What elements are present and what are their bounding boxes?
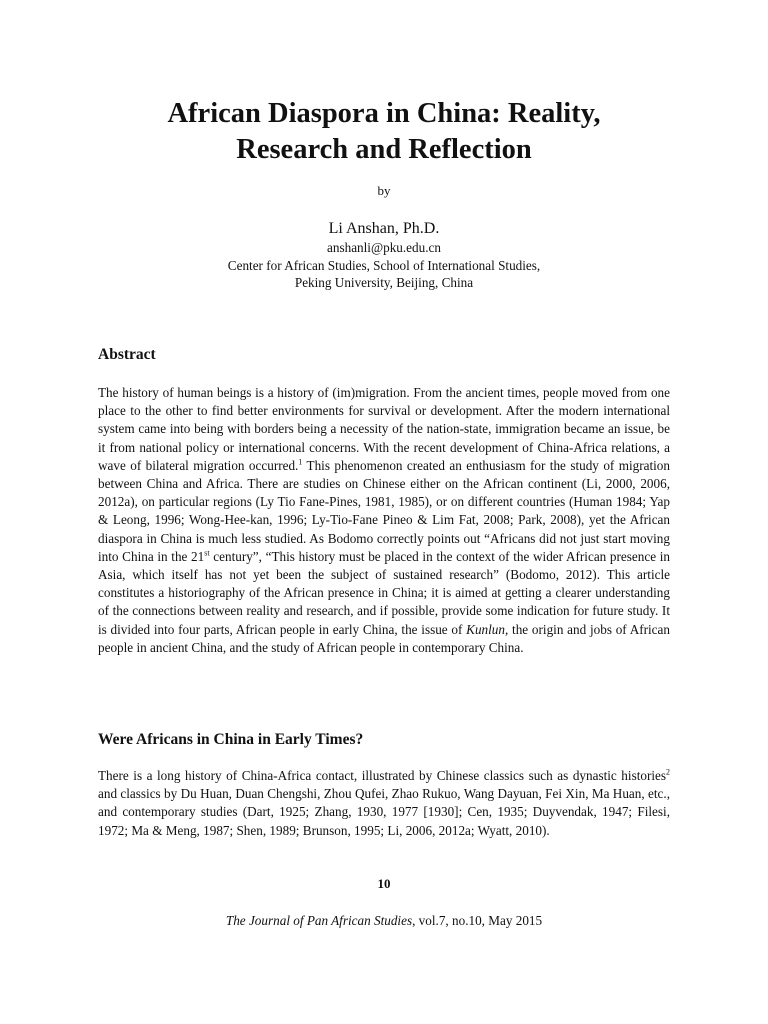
page-number: 10 <box>377 876 391 891</box>
section-text-2: and classics by Du Huan, Duan Chengshi, Zhou Qufei, Zhao Rukuo, Wang Dayuan, Fei Xin, Ma Huan, etc., and contemporary studies (Dart, 1925; Zhang, 1930, 1977 [1930]; Cen, 1935; Duyvendak, 1947; Filesi, 1972; Ma & Meng, 1987; Shen, 1989; Brunson, 1995; Li, 2006, 2012a; Wyatt, 2010). <box>98 786 670 838</box>
journal-issue: , vol.7, no.10, May 2015 <box>412 913 543 928</box>
affiliation-line-1: Center for African Studies, School of International Studies, <box>227 257 541 273</box>
section-paragraph <box>98 767 670 840</box>
superscript-st: st <box>204 548 210 558</box>
footnote-ref-2: 2 <box>666 767 670 777</box>
abstract-text-3: century”, “This history must be placed in the context of the wider African presence in Asia, which itself has not yet been the subject of sustained research” (Bodomo, 2012). This article constitutes a historiography of the African presence in China; it is aimed at getting a clearer understanding of the connections between reality and research, and if possible, provide some indication for future study. It is divided into four parts, African people in early China, the issue of <box>98 548 670 637</box>
author-email: anshanli@pku.edu.cn <box>327 240 441 255</box>
byline: by <box>377 183 391 198</box>
title-line-2: Research and Reflection <box>236 134 532 165</box>
author-affiliation <box>0 239 768 292</box>
affiliation-line-2: Peking University, Beijing, China <box>294 275 474 291</box>
title-line-1: African Diaspora in China: Reality, <box>167 98 601 129</box>
footnote-ref-1: 1 <box>298 457 303 467</box>
italic-kunlun: Kunlun <box>466 621 505 637</box>
journal-name: The Journal of Pan African Studies <box>225 913 413 928</box>
abstract-text-1: The history of human beings is a history of (im)migration. From the ancient times, people moved from one place to the other to find better environments for survival or development. After the modern international system came into being with borders being a necessity of the nation-state, immigration became an issue, be it from national policy or international concerns. With the recent development of China-Africa relations, a wave of bilateral migration occurred. <box>98 385 670 473</box>
paper-title <box>0 96 768 168</box>
abstract-text-2: This phenomenon created an enthusiasm for the study of migration between China and Africa. There are studies on Chinese either on the African continent (Li, 2000, 2006, 2012a), on particular regions (Ly Tio Fane-Pines, 1981, 1985), or on different countries (Human 1984; Yap & Leong, 1996; Wong-Hee-kan, 1996; Ly-Tio-Fane Pineo & Lim Fat, 2008; Park, 2008), yet the African diaspora in China is much less studied. As Bodomo correctly points out “Africans did not just start moving into China in the 21 <box>98 457 670 564</box>
section-heading-early-times: Were Africans in China in Early Times? <box>98 731 364 748</box>
abstract-text-4: , the origin and jobs of African people in ancient China, and the study of African people in contemporary China. <box>98 621 670 655</box>
abstract-heading: Abstract <box>98 346 156 363</box>
journal-footer <box>0 913 768 929</box>
author-name: Li Anshan, Ph.D. <box>328 220 440 237</box>
section-text-1: There is a long history of China-Africa contact, illustrated by Chinese classics such as dynastic histories <box>98 768 666 783</box>
abstract-paragraph <box>98 384 670 657</box>
